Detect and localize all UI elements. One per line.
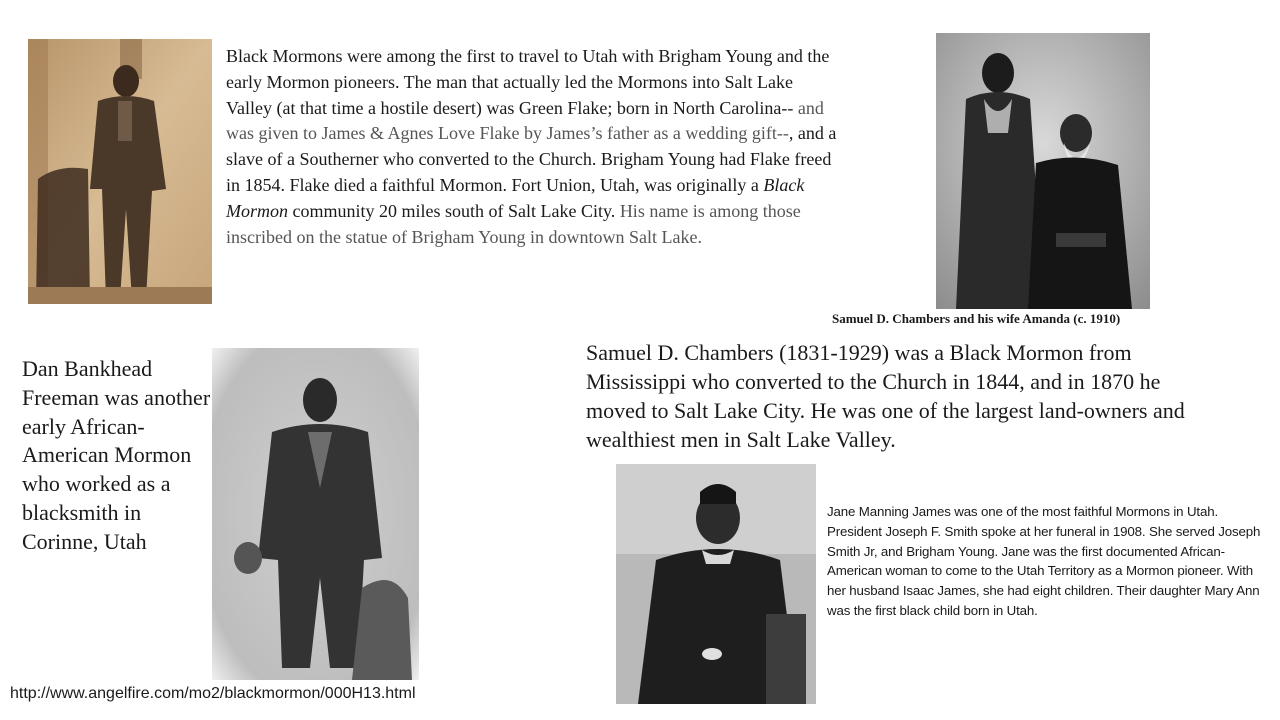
- chambers-photo-caption: Samuel D. Chambers and his wife Amanda (c. 1910): [832, 311, 1121, 326]
- jane-paragraph: Jane Manning James was one of the most faithful Mormons in Utah. President Joseph F. Smith spoke at her funeral in 1908. She served Joseph Smith Jr, and Brigham Young. Jane was the first documented African-American woman to come to the Utah Territory as a Mormon pioneer. With her husband Isaac James, she had eight children. Their daughter Mary Ann was the first black child born in Utah.: [827, 504, 1261, 618]
- intro-text-2: and was given to James & Agnes Love Flake by James’s father as a wedding gift--: [226, 97, 824, 144]
- photo-chambers-couple: [936, 33, 1150, 309]
- intro-text-6: His name is among those inscribed on the statue of Brigham Young in downtown Salt Lake.: [226, 200, 801, 247]
- intro-text-4: Black Mormon: [226, 174, 805, 221]
- photo-dan-freeman: [212, 348, 419, 680]
- source-url[interactable]: http://www.angelfire.com/mo2/blackmormon/000H13.html: [10, 685, 416, 702]
- intro-text-5: community 20 miles south of Salt Lake City.: [288, 200, 616, 221]
- photo-jane-manning-james: [616, 464, 816, 704]
- freeman-paragraph: Dan Bankhead Freeman was another early African-American Mormon who worked as a blacksmith in Corinne, Utah: [22, 356, 211, 554]
- intro-paragraph: [226, 44, 842, 250]
- chambers-paragraph: Samuel D. Chambers (1831-1929) was a Black Mormon from Mississippi who converted to the Church in 1844, and in 1870 he moved to Salt Lake City. He was one of the largest land-owners and wealthiest men in Salt Lake Valley.: [586, 340, 1185, 452]
- intro-text-3: , and a slave of a Southerner who converted to the Church. Brigham Young had Flake freed in 1854. Flake died a faithful Mormon. Fort Union, Utah, was originally a: [226, 123, 837, 195]
- intro-text-1: Black Mormons were among the first to travel to Utah with Brigham Young and the early Mormon pioneers. The man that actually led the Mormons into Salt Lake Valley (at that time a hostile desert) was Green Flake; born in North Carolina--: [226, 46, 830, 118]
- photo-green-flake: [28, 39, 212, 304]
